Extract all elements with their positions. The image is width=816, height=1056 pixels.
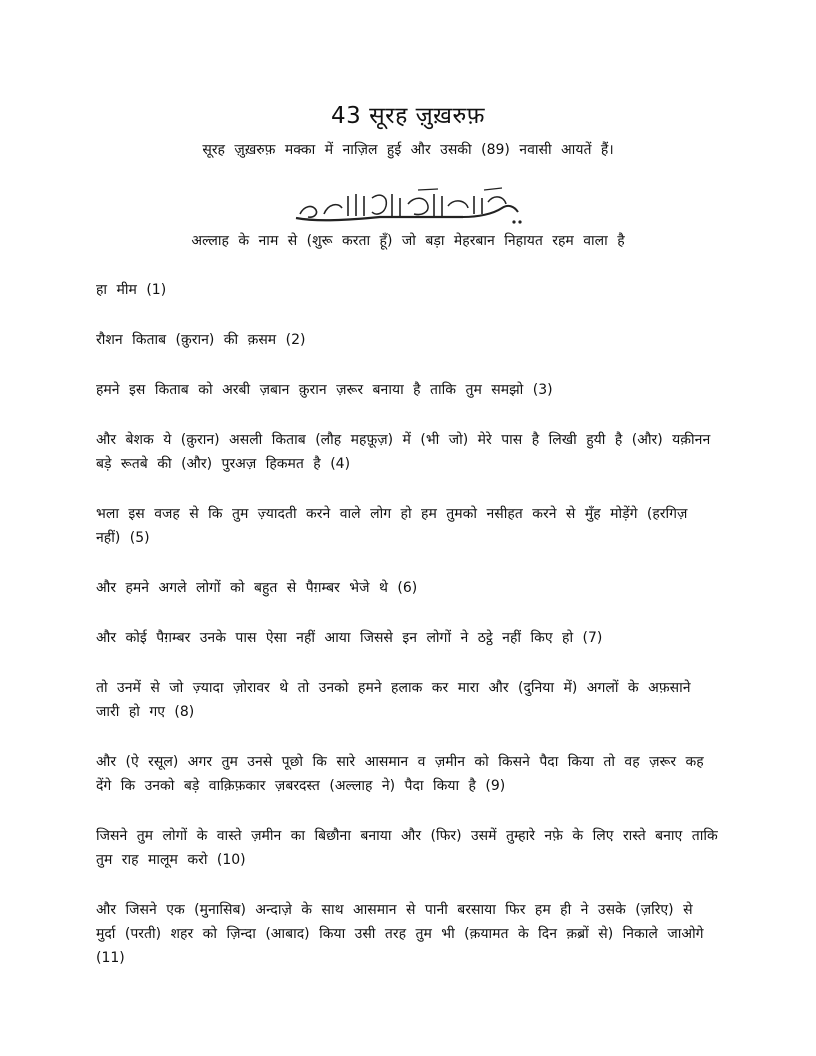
verse-3: हमने इस किताब को अरबी ज़बान क़ुरान ज़रूर बनाया है ताकि तुम समझो (3) bbox=[96, 382, 553, 398]
page-title: 43 सूरह ज़ुख़रुफ़ bbox=[331, 103, 485, 129]
verse-2: रौशन किताब (क़ुरान) की क़सम (2) bbox=[96, 332, 306, 348]
verse-1: हा मीम (1) bbox=[96, 282, 167, 298]
verse-9: और (ऐ रसूल) अगर तुम उनसे पूछो कि सारे आसमान व ज़मीन को किसने पैदा किया तो वह ज़रूर कह देंगे कि उनको बड़े वाक़िफ़कार ज़बरदस्त (अल्लाह ने) पैदा किया है (9) bbox=[96, 754, 704, 794]
verse-6: और हमने अगले लोगों को बहुत से पैग़म्बर भेजे थे (6) bbox=[96, 580, 418, 596]
verse-10: जिसने तुम लोगों के वास्ते ज़मीन का बिछौना बनाया और (फिर) उसमें तुम्हारे नफ़े के लिए रास्ते बनाए ताकि तुम राह मालूम करो (10) bbox=[96, 828, 718, 868]
basmala-calligraphy bbox=[288, 184, 528, 228]
verse-11: और जिसने एक (मुनासिब) अन्दाज़े के साथ आसमान से पानी बरसाया फिर हम ही ने उसके (ज़रिए) से मुर्दा (परती) शहर को ज़िन्दा (आबाद) किया उसी तरह तुम भी (क़यामत के दिन क़ब्रों से) निकाले जाओगे (11) bbox=[96, 902, 704, 966]
verse-5: भला इस वजह से कि तुम ज़्यादती करने वाले लोग हो हम तुमको नसीहत करने से मुँह मोड़ेंगे (हरगिज़ नहीं) (5) bbox=[96, 506, 688, 546]
page-subtitle: सूरह ज़ुख़रुफ़ मक्का में नाज़िल हुई और उसकी (89) नवासी आयतें हैं। bbox=[202, 142, 614, 158]
verse-7: और कोई पैग़म्बर उनके पास ऐसा नहीं आया जिससे इन लोगों ने ठट्ठे नहीं किए हो (7) bbox=[96, 630, 603, 646]
bismillah-translation: अल्लाह के नाम से (शुरू करता हूँ) जो बड़ा मेहरबान निहायत रहम वाला है bbox=[191, 233, 625, 249]
verse-list bbox=[96, 278, 718, 996]
verse-4: और बेशक ये (क़ुरान) असली किताब (लौह महफ़ूज़) में (भी जो) मेरे पास है लिखी हुयी है (और) यक़ीनन बड़े रूतबे की (और) पुरअज़ हिकमत है (4) bbox=[96, 432, 711, 472]
verse-8: तो उनमें से जो ज़्यादा ज़ोरावर थे तो उनको हमने हलाक कर मारा और (दुनिया में) अगलों के अफ़साने जारी हो गए (8) bbox=[96, 680, 691, 720]
